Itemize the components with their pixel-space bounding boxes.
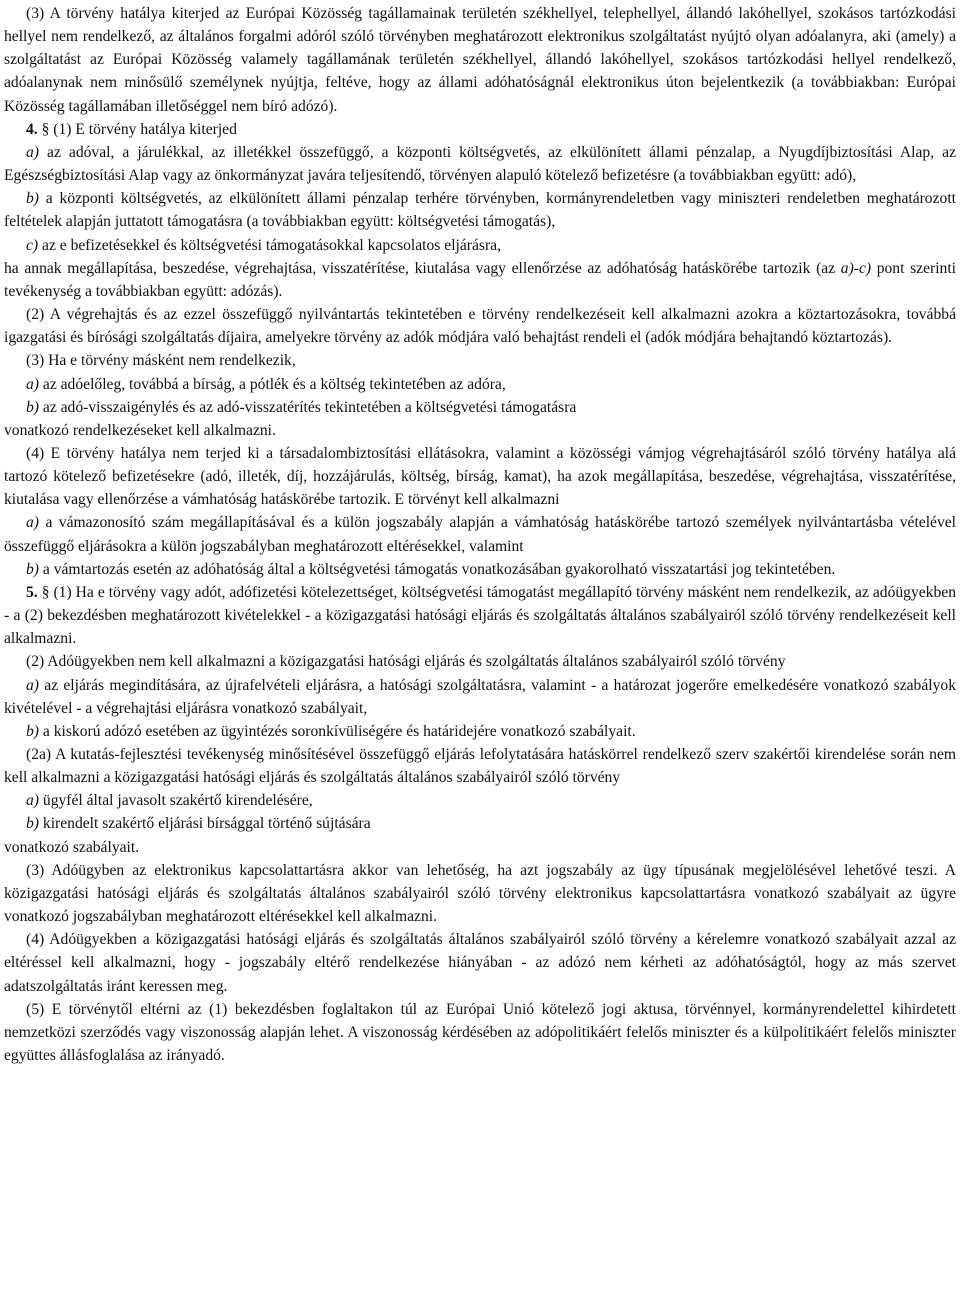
paragraph [4,998,956,1067]
paragraph-text: (3) Ha e törvény másként nem rendelkezik, [26,352,296,370]
point-marker: b) [26,190,39,208]
paragraph-text: az adó-visszaigénylés és az adó-visszatérítés tekintetében a költségvetési támogatásra [39,398,577,416]
paragraph [4,650,956,673]
paragraph [4,674,956,720]
point-marker: a) [26,514,39,532]
paragraph-text: vonatkozó rendelkezéseket kell alkalmazni. [4,421,276,439]
paragraph-text: (4) E törvény hatálya nem terjed ki a társadalombiztosítási ellátásokra, valamint a közösségi vámjog végrehajtásáról szóló törvény hatálya alá tartozó kötelező befizetésekre (adó, illeték, díj, hozzájárulás, költség, bírság, kamat), ha azok megállapítása, beszedése, végrehajtása, visszatérítése, kiutalása vagy ellenőrzése a vámhatóság hatáskörébe tartozik. E törvényt kell alkalmazni [4,444,956,509]
paragraph-text: vonatkozó szabályait. [4,838,140,856]
point-marker: a) [26,676,39,694]
paragraph [4,743,956,789]
paragraph-text: az eljárás megindítására, az újrafelvételi eljárásra, a hatósági szolgáltatásra, valamint - a határozat jogerőre emelkedésére vonatkozó szabályok kivételével - a végrehajtási eljárásra vonatkozó szabályait, [4,676,956,717]
paragraph [4,396,956,419]
point-marker: a) [26,792,39,810]
paragraph-text: ha annak megállapítása, beszedése, végrehajtása, visszatérítése, kiutalása vagy ellenőrzése az adóhatóság hatáskörébe tartozik (az [4,259,841,277]
paragraph-text: (3) A törvény hatálya kiterjed az Európai Közösség tagállamainak területén székhellyel, telephellyel, állandó lakóhellyel, szokásos tartózkodási hellyel nem rendelkező, az általános forgalmi adóról szóló törvényben meghatározott elektronikus szolgáltatást nyújtó olyan adóalanyra, aki (amely) a szolgáltatást az Európai Közösség valamely tagállamának területén székhellyel, állandó lakóhellyel, szokásos tartózkodási hellyel rendelkező, adóalanynak nem minősülő személynek nyújtja, feltéve, hogy az állami adóhatóságnál elektronikus úton bejelentkezik (a továbbiakban: Európai Közösség tagállamában illetőséggel nem bíró adózó). [4,5,956,115]
paragraph [4,812,956,835]
paragraph-text: (3) Adóügyben az elektronikus kapcsolattartásra akkor van lehetőség, ha azt jogszabály az ügy típusának megjelölésével lehetővé teszi. A közigazgatási hatósági eljárás és szolgáltatás általános szabályairól szóló törvény elektronikus kapcsolattartásra vonatkozó szabályait az ügyre vonatkozó jogszabályban meghatározott eltérésekkel kell alkalmazni. [4,861,956,926]
paragraph-text: (2) Adóügyekben nem kell alkalmazni a közigazgatási hatósági eljárás és szolgáltatás általános szabályairól szóló törvény [26,653,786,671]
paragraph [4,303,956,349]
paragraph [4,928,956,997]
section-number: 4. [26,120,38,138]
paragraph-text: (2) A végrehajtás és az ezzel összefüggő nyilvántartás tekintetében e törvény rendelkezéseit kell alkalmazni azokra a köztartozásokra, továbbá igazgatási és bírósági szolgáltatás díjaira, amelyekre törvény az adók módjára való behajtást rendeli el (adók módjára behajtandó köztartozás). [4,306,956,347]
paragraph-text: az adóval, a járulékkal, az illetékkel összefüggő, a központi költségvetés, az elkülönített állami pénzalap, a Nyugdíjbiztosítási Alap, az Egészségbiztosítási Alap vagy az önkormányzat javára teljesítendő, törvényen alapuló kötelező befizetésre (a továbbiakban együtt: adó), [4,143,956,185]
paragraph-text: az adóelőleg, továbbá a bírság, a pótlék és a költség tekintetében az adóra, [39,375,506,393]
paragraph-text: a központi költségvetés, az elkülönített állami pénzalap terhére törvényben, kormányrendeletben vagy miniszteri rendeletben meghatározott feltételek alapján juttatott támogatásra (a továbbiakban együtt: költségvetési támogatás), [4,190,956,231]
paragraph-text: pont szerinti tevékenység a továbbiakban együtt: adózás). [4,259,956,300]
paragraph-text: (5) E törvénytől eltérni az (1) bekezdésben foglaltakon túl az Európai Unió kötelező jogi aktusa, törvénnyel, kormányrendelettel kihirdetett nemzetközi szerződés vagy viszonosság alapján lehet. A viszonosság kérdésében az adópolitikáért felelős miniszter és a külpolitikáért felelős miniszter együttes állásfoglalása az irányadó. [4,1000,956,1065]
paragraph [4,442,956,511]
paragraph [4,257,956,303]
paragraph [4,581,956,650]
point-marker: b) [26,722,39,740]
paragraph [4,118,956,141]
point-marker: c) [26,236,39,254]
paragraph [4,2,956,118]
paragraph-text: a vámtartozás esetén az adóhatóság által a költségvetési támogatás vonatkozásában gyakorolható visszatartási jog tekintetében. [39,560,836,578]
paragraph [4,141,956,187]
paragraph-text: (4) Adóügyekben a közigazgatási hatósági eljárás és szolgáltatás általános szabályairól szóló törvény a kérelemre vonatkozó szabályait azzal az eltéréssel kell alkalmazni, hogy - jogszabály eltérő rendelkezése hiányában - az adózó nem kérheti az adóhatóságtól, hogy az más szervet adatszolgáltatás iránt keressen meg. [4,931,956,995]
paragraph [4,373,956,396]
paragraph [4,234,956,257]
point-marker: b) [26,398,39,416]
paragraph [4,836,956,859]
paragraph [4,419,956,442]
section-number: 5. [26,583,38,601]
paragraph-text: a kiskorú adózó esetében az ügyintézés soronkívüliségére és határidejére vonatkozó szabályait. [39,722,636,740]
paragraph-text: az e befizetésekkel és költségvetési támogatásokkal kapcsolatos eljárásra, [38,236,501,254]
point-marker: b) [26,815,39,833]
paragraph-text: § (1) E törvény hatálya kiterjed [37,120,237,138]
point-marker: a)-c) [840,259,872,277]
paragraph [4,859,956,928]
paragraph [4,349,956,372]
paragraph-text: ügyfél által javasolt szakértő kirendelésére, [39,792,313,810]
paragraph [4,720,956,743]
paragraph [4,789,956,812]
paragraph-text: a vámazonosító szám megállapításával és a külön jogszabály alapján a vámhatóság hatáskörébe tartozó személyek nyilvántartásba vételével összefüggő eljárásokra a külön jogszabályban meghatározott eltérésekkel, valamint [4,514,956,555]
paragraph-text: § (1) Ha e törvény vagy adót, adófizetési kötelezettséget, költségvetési támogatást megállapító törvény másként nem rendelkezik, az adóügyekben - a (2) bekezdésben meghatározott kivételekkel - a közigazgatási hatósági eljárás és szolgáltatás általános szabályairól szóló törvény rendelkezéseit kell alkalmazni. [4,583,956,648]
paragraph [4,511,956,557]
paragraph-text: kirendelt szakértő eljárási bírsággal történő sújtására [39,815,371,833]
paragraph [4,187,956,233]
point-marker: b) [26,560,39,578]
point-marker: a) [26,143,39,161]
paragraph-text: (2a) A kutatás-fejlesztési tevékenység minősítésével összefüggő eljárás lefolytatására hatáskörrel rendelkező szerv szakértői kirendelése során nem kell alkalmazni a közigazgatási hatósági eljárás és szolgáltatás általános szabályairól szóló törvény [4,746,956,787]
paragraph [4,558,956,581]
point-marker: a) [26,375,39,393]
